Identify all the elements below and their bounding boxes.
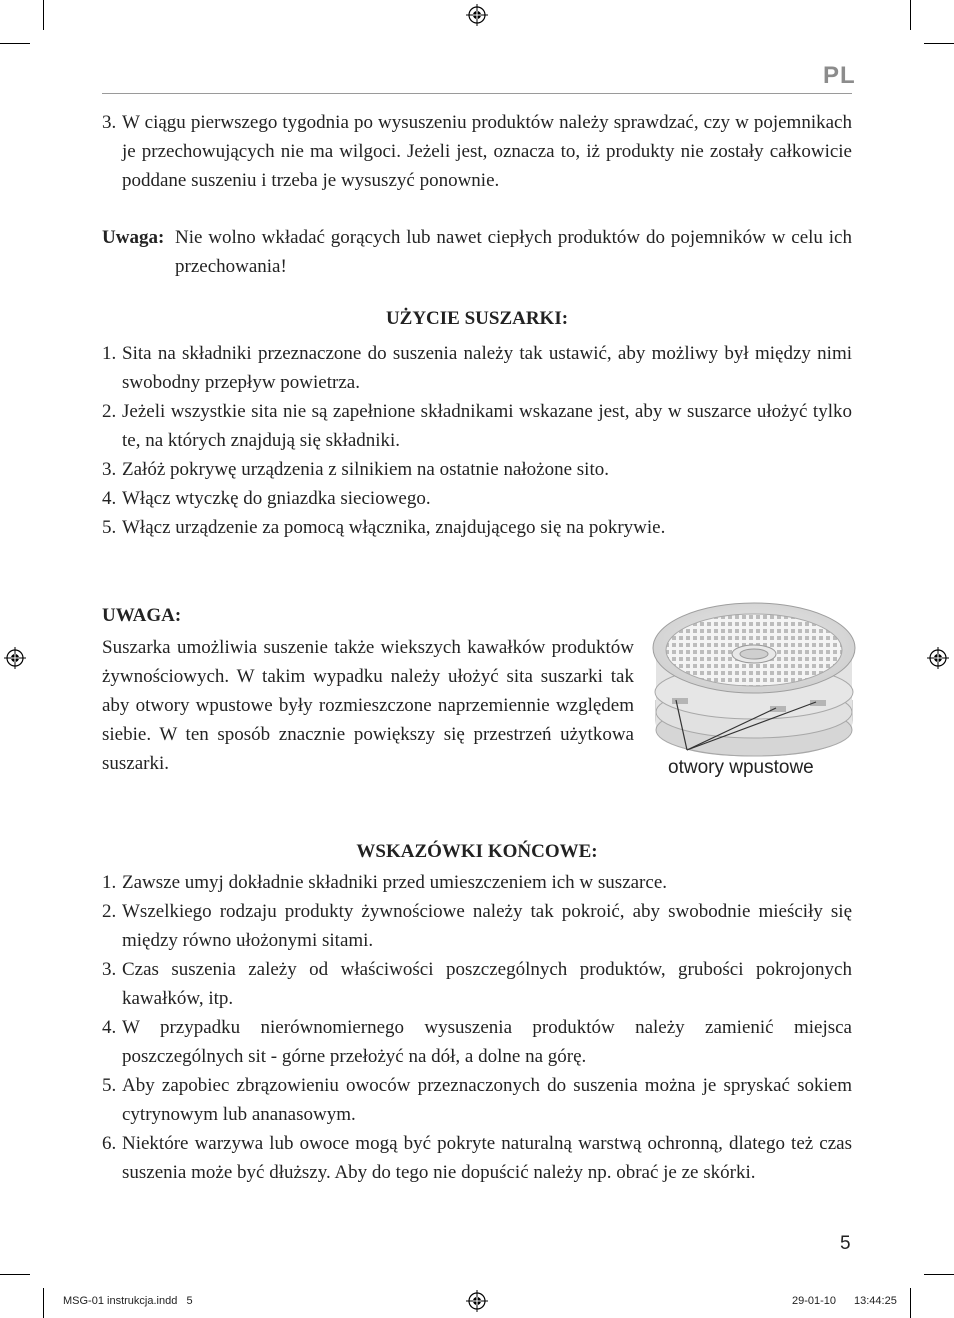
usage-heading: UŻYCIE SUSZARKI: — [385, 308, 569, 329]
footer-file-label: MSG-01 instrukcja.indd 5 — [63, 1295, 193, 1307]
language-label: PL — [823, 62, 856, 89]
warning-text: Suszarka umożliwia suszenie także wiekszych kawałków produktów żywnościowych. W takim wypadku należy ułożyć sita suszarki tak aby otwory wpustowe były rozmieszczone naprzemiennie względem siebie. W ten sposób znacznie powiększy się przestrzeń użytkowa suszarki. — [102, 637, 634, 774]
crop-mark — [910, 1288, 911, 1318]
final-tip-item: 1. Zawsze umyj dokładnie składniki przed umieszczeniem ich w suszarce. — [102, 872, 667, 893]
registration-mark-top-icon — [466, 4, 488, 26]
crop-mark — [43, 1288, 44, 1318]
storage-item-3 — [102, 108, 852, 195]
note-text: Nie wolno wkładać gorących lub nawet ciepłych produktów do pojemników w celu ich przechowania! — [175, 227, 852, 277]
warning-heading: UWAGA: — [102, 605, 182, 626]
item-number: 3. — [102, 112, 117, 133]
registration-mark-left-icon — [4, 647, 26, 669]
crop-mark — [924, 1274, 954, 1275]
usage-item: 5. Włącz urządzenie za pomocą włącznika, znajdującego się na pokrywie. — [102, 517, 666, 538]
final-tips-heading: WSKAZÓWKI KOŃCOWE: — [356, 841, 598, 862]
footer-date: 29-01-10 — [792, 1295, 837, 1307]
usage-item: 1. Sita na składniki przeznaczone do suszenia należy tak ustawić, aby możliwy był między nimi swobodny przepływ powietrza. — [102, 343, 852, 393]
final-tip-item: 6. Niektóre warzywa lub owoce mogą być pokryte naturalną warstwą ochronną, dlatego też czas suszenia może być dłuższy. Aby do tego nie dopuścić należy np. obrać je ze skórki. — [102, 1133, 852, 1183]
registration-mark-bottom-icon — [466, 1290, 488, 1312]
usage-item: 2. Jeżeli wszystkie sita nie są zapełnione składnikami wskazane jest, aby w suszarce ułożyć tylko te, na których znajdują się składniki. — [102, 401, 852, 451]
usage-item: 4. Włącz wtyczkę do gniazdka sieciowego. — [102, 488, 431, 509]
crop-mark — [924, 43, 954, 44]
crop-mark — [0, 1274, 30, 1275]
header-rule — [102, 93, 852, 94]
illustration-caption: otwory wpustowe — [668, 757, 814, 778]
registration-mark-right-icon — [927, 647, 949, 669]
crop-mark — [910, 0, 911, 30]
dryer-trays-illustration — [650, 600, 860, 758]
usage-item: 3. Załóż pokrywę urządzenia z silnikiem na ostatnie nałożone sito. — [102, 459, 609, 480]
crop-mark — [43, 0, 44, 30]
page-number: 5 — [840, 1233, 851, 1254]
item-text: W ciągu pierwszego tygodnia po wysuszeniu produktów należy sprawdzać, czy w pojemnikach je przechowujących nie ma wilgoci. Jeżeli jest, oznacza to, iż produkty nie zostały całkowicie poddane suszeniu i trzeba je wysuszyć ponownie. — [122, 112, 852, 191]
final-tip-item: 5. Aby zapobiec zbrązowieniu owoców przeznaczonych do suszenia można je spryskać sokiem cytrynowym lub ananasowym. — [102, 1075, 852, 1125]
footer-time: 13:44:25 — [854, 1295, 897, 1307]
storage-note — [102, 223, 852, 281]
note-label: Uwaga: — [102, 227, 165, 248]
final-tip-item: 2. Wszelkiego rodzaju produkty żywnościowe należy tak pokroić, aby swobodnie mieściły się między równo ułożonymi sitami. — [102, 901, 852, 951]
final-tip-item: 3. Czas suszenia zależy od właściwości poszczególnych produktów, grubości pokrojonych kawałków, itp. — [102, 959, 852, 1009]
final-tip-item: 4. W przypadku nierównomiernego wysuszenia produktów należy zamienić miejsca poszczególnych sit - górne przełożyć na dół, a dolne na górę. — [102, 1017, 852, 1067]
crop-mark — [0, 43, 30, 44]
